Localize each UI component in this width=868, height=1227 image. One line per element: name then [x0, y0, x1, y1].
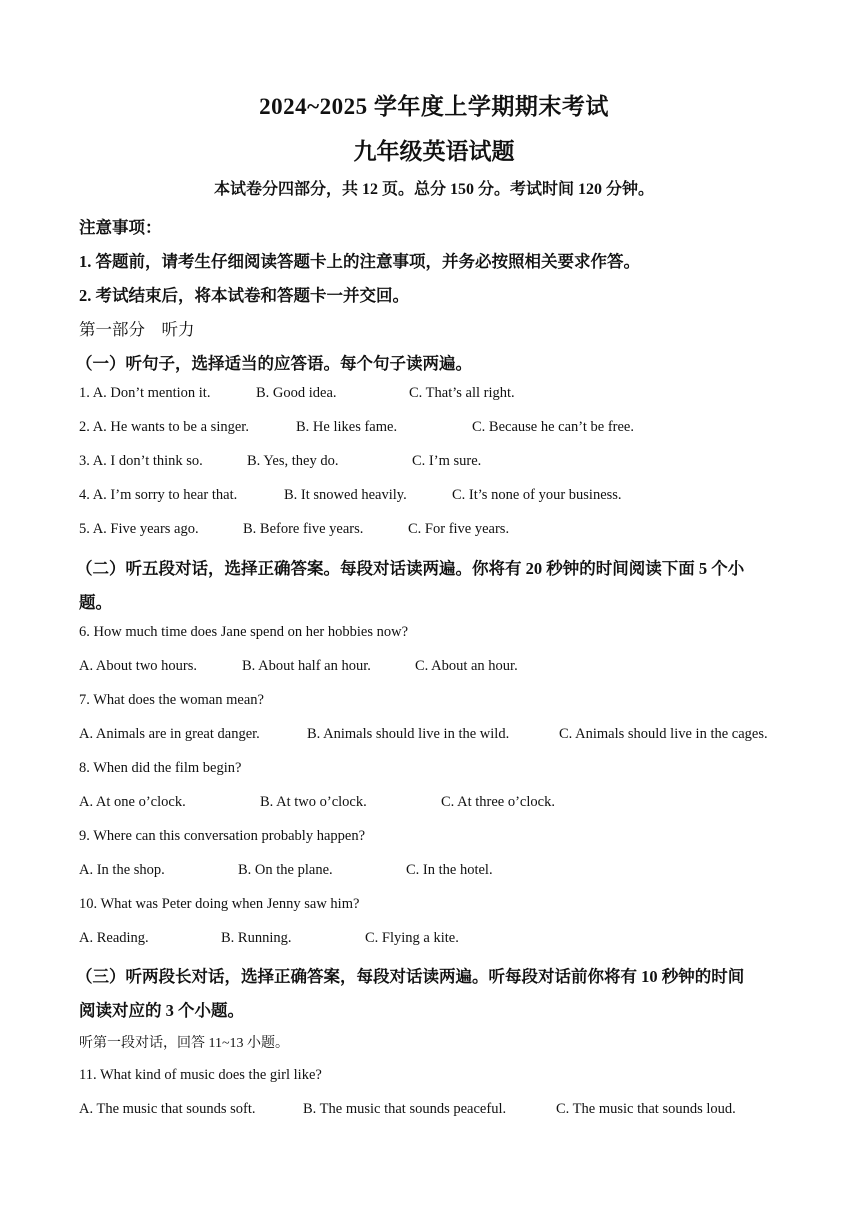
q11-option-c: C. The music that sounds loud. [556, 1101, 736, 1117]
q1-option-a: 1. A. Don’t mention it. [79, 385, 211, 401]
q10-option-b: B. Running. [221, 930, 292, 946]
exam-info: 本试卷分四部分，共 12 页。总分 150 分。考试时间 120 分钟。 [213, 181, 654, 198]
q5-option-c: C. For five years. [408, 521, 510, 537]
q10-stem: 10. What was Peter doing when Jenny saw him? [79, 896, 360, 912]
q2-option-b: B. He likes fame. [296, 419, 398, 435]
q6-option-a: A. About two hours. [79, 658, 198, 674]
q2-option-c: C. Because he can’t be free. [472, 419, 634, 435]
q9-stem: 9. Where can this conversation probably happen? [79, 828, 366, 844]
q6-option-c: C. About an hour. [415, 658, 518, 674]
q2-option-a: 2. A. He wants to be a singer. [79, 419, 249, 435]
q1-option-c: C. That’s all right. [409, 385, 515, 401]
q11-option-b: B. The music that sounds peaceful. [303, 1101, 507, 1117]
q7-option-a: A. Animals are in great danger. [79, 726, 260, 742]
q3-option-b: B. Yes, they do. [247, 453, 339, 469]
q8-stem: 8. When did the film begin? [79, 760, 242, 776]
exam-title: 2024~2025 学年度上学期期末考试 [259, 94, 609, 119]
q6-stem: 6. How much time does Jane spend on her hobbies now? [79, 624, 409, 640]
section1-heading: （一）听句子，选择适当的应答语。每个句子读两遍。 [76, 354, 472, 373]
q4-option-b: B. It snowed heavily. [284, 487, 407, 503]
q7-option-b: B. Animals should live in the wild. [307, 726, 510, 742]
q11-option-a: A. The music that sounds soft. [79, 1101, 256, 1117]
notice-item-2: 2. 考试结束后，将本试卷和答题卡一并交回。 [79, 286, 409, 305]
q3-option-a: 3. A. I don’t think so. [79, 453, 203, 469]
q11-stem: 11. What kind of music does the girl like? [79, 1067, 322, 1083]
section3-heading-line1: （三）听两段长对话，选择正确答案，每段对话读两遍。听每段对话前你将有 10 秒钟的时间 [76, 967, 745, 986]
section2-heading-line2: 题。 [79, 593, 112, 612]
q3-option-c: C. I’m sure. [412, 453, 482, 469]
q8-option-c: C. At three o’clock. [441, 794, 555, 810]
section2-heading-line1: （二）听五段对话，选择正确答案。每段对话读两遍。你将有 20 秒钟的时间阅读下面 5 个小 [76, 559, 745, 578]
q5-option-b: B. Before five years. [243, 521, 364, 537]
q10-option-a: A. Reading. [79, 930, 149, 946]
q10-option-c: C. Flying a kite. [365, 930, 459, 946]
q9-option-a: A. In the shop. [79, 862, 165, 878]
q8-option-a: A. At one o’clock. [79, 794, 186, 810]
notice-item-1: 1. 答题前，请考生仔细阅读答题卡上的注意事项，并务必按照相关要求作答。 [79, 252, 640, 271]
q9-option-c: C. In the hotel. [406, 862, 493, 878]
exam-subject-title: 九年级英语试题 [353, 139, 515, 164]
q5-option-a: 5. A. Five years ago. [79, 521, 199, 537]
section3-heading-line2: 阅读对应的 3 个小题。 [79, 1001, 244, 1020]
q8-option-b: B. At two o’clock. [260, 794, 367, 810]
q7-option-c: C. Animals should live in the cages. [559, 726, 768, 742]
q9-option-b: B. On the plane. [238, 862, 333, 878]
q4-option-a: 4. A. I’m sorry to hear that. [79, 487, 238, 503]
q1-option-b: B. Good idea. [256, 385, 337, 401]
q7-stem: 7. What does the woman mean? [79, 692, 264, 708]
notice-heading: 注意事项： [79, 218, 162, 237]
q4-option-c: C. It’s none of your business. [452, 487, 622, 503]
part1-heading: 第一部分 听力 [79, 320, 195, 339]
dialog1-intro: 听第一段对话，回答 11~13 小题。 [79, 1036, 290, 1051]
q6-option-b: B. About half an hour. [242, 658, 371, 674]
